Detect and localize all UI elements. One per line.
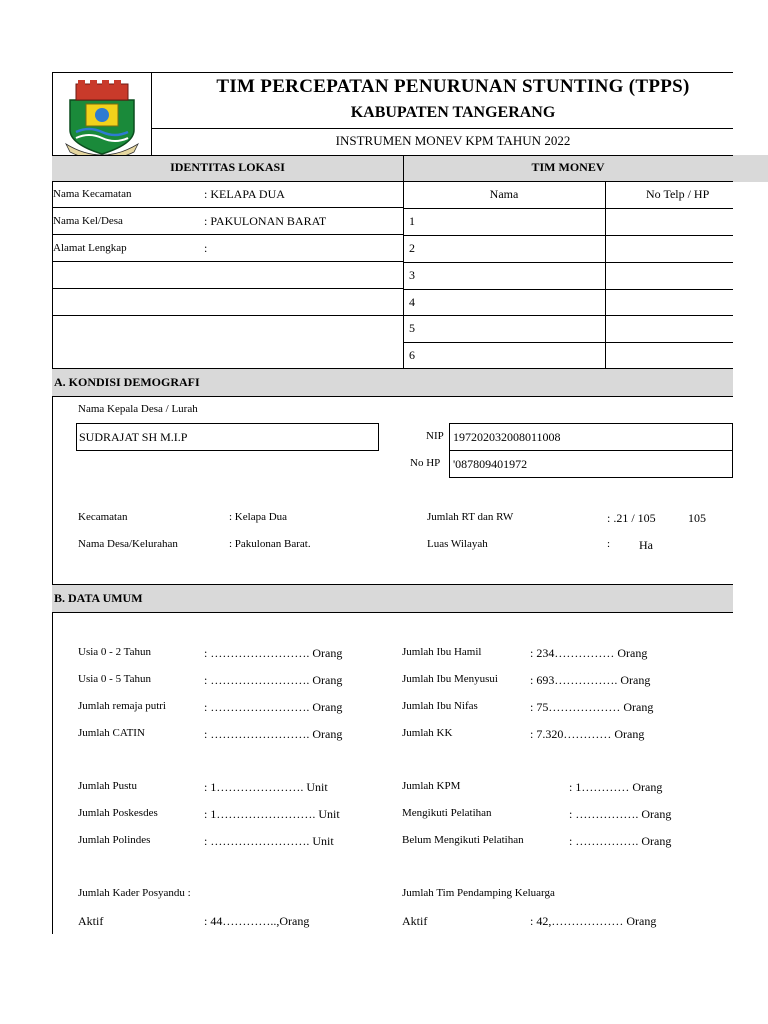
kepala-desa-value: SUDRAJAT SH M.I.P	[79, 430, 188, 444]
label-desa: Nama Kel/Desa	[53, 215, 123, 227]
value-alamat: :	[204, 241, 208, 255]
desa-label: Nama Desa/Kelurahan	[78, 538, 178, 550]
monev-row-number: 3	[409, 268, 415, 282]
remaja-putri-value: : ……………………. Orang	[204, 700, 343, 714]
mengikuti-pelatihan-label: Mengikuti Pelatihan	[402, 807, 492, 819]
kpm-label: Jumlah KPM	[402, 780, 461, 792]
aktif-kader-value: : 44…………..,Orang	[204, 914, 310, 928]
remaja-putri-label: Jumlah remaja putri	[78, 700, 166, 712]
kecamatan-value: : Kelapa Dua	[229, 511, 288, 523]
poskesdes-label: Jumlah Poskesdes	[78, 807, 158, 819]
usia-0-5-label: Usia 0 - 5 Tahun	[78, 673, 151, 685]
kabupaten-logo	[62, 78, 142, 160]
nip-label: NIP	[426, 430, 444, 442]
label-kecamatan: Nama Kecamatan	[53, 188, 132, 200]
nohp-label: No HP	[410, 457, 441, 469]
nip-value: 197202032008011008	[453, 430, 561, 444]
belum-pelatihan-label: Belum Mengikuti Pelatihan	[402, 834, 524, 846]
value-kecamatan: : KELAPA DUA	[204, 187, 285, 201]
rw-extra-value: 105	[688, 511, 706, 525]
catin-value: : ……………………. Orang	[204, 727, 343, 741]
monev-row-number: 5	[409, 321, 415, 335]
monev-row-number: 6	[409, 348, 415, 362]
aktif-tpk-value: : 42,……………… Orang	[530, 914, 657, 928]
jumlah-kk-value: : 7.320………… Orang	[530, 727, 645, 741]
kader-posyandu-label: Jumlah Kader Posyandu :	[78, 887, 191, 899]
nohp-value: '087809401972	[453, 457, 528, 471]
ibu-menyusui-value: : 693……………. Orang	[530, 673, 651, 687]
poskesdes-value: : 1……………………. Unit	[204, 807, 340, 821]
ibu-hamil-value: : 234…………… Orang	[530, 646, 648, 660]
label-alamat: Alamat Lengkap	[53, 242, 127, 254]
instrument-title: INSTRUMEN MONEV KPM TAHUN 2022	[335, 133, 571, 148]
rt-rw-value: : .21 / 105	[607, 511, 656, 525]
belum-pelatihan-value: : ……………. Orang	[569, 834, 672, 848]
aktif-kader-label: Aktif	[78, 914, 104, 928]
kecamatan-label: Kecamatan	[78, 511, 128, 523]
polindes-label: Jumlah Polindes	[78, 834, 151, 846]
ibu-nifas-value: : 75……………… Orang	[530, 700, 654, 714]
rt-rw-label: Jumlah RT dan RW	[427, 511, 514, 523]
value-desa: : PAKULONAN BARAT	[204, 214, 327, 228]
nohp-field[interactable]	[449, 450, 733, 478]
jumlah-kk-label: Jumlah KK	[402, 727, 453, 739]
section-b-heading: B. DATA UMUM	[54, 591, 143, 605]
nip-field[interactable]	[449, 423, 733, 451]
ibu-hamil-label: Jumlah Ibu Hamil	[402, 646, 482, 658]
usia-0-5-value: : ……………………. Orang	[204, 673, 343, 687]
tim-pendamping-label: Jumlah Tim Pendamping Keluarga	[402, 887, 555, 899]
aktif-tpk-label: Aktif	[402, 914, 428, 928]
desa-value: : Pakulonan Barat.	[229, 538, 311, 550]
pustu-value: : 1…………………. Unit	[204, 780, 328, 794]
monev-row-number: 1	[409, 214, 415, 228]
catin-label: Jumlah CATIN	[78, 727, 145, 739]
col-nama: Nama	[489, 187, 519, 201]
page-subtitle: KABUPATEN TANGERANG	[350, 104, 556, 121]
pustu-label: Jumlah Pustu	[78, 780, 137, 792]
kepala-desa-label: Nama Kepala Desa / Lurah	[78, 403, 198, 415]
luas-label: Luas Wilayah	[427, 538, 488, 550]
identitas-heading: IDENTITAS LOKASI	[170, 160, 285, 174]
ibu-menyusui-label: Jumlah Ibu Menyusui	[402, 673, 498, 685]
usia-0-2-value: : ……………………. Orang	[204, 646, 343, 660]
usia-0-2-label: Usia 0 - 2 Tahun	[78, 646, 151, 658]
ibu-nifas-label: Jumlah Ibu Nifas	[402, 700, 478, 712]
col-telp: No Telp / HP	[646, 187, 710, 201]
mengikuti-pelatihan-value: : ……………. Orang	[569, 807, 672, 821]
kpm-value: : 1………… Orang	[569, 780, 663, 794]
monev-row-number: 2	[409, 241, 415, 255]
monev-row-number: 4	[409, 295, 415, 309]
page-title: TIM PERCEPATAN PENURUNAN STUNTING (TPPS)	[216, 76, 690, 97]
kepala-desa-field[interactable]	[76, 423, 379, 451]
luas-unit: Ha	[639, 538, 653, 552]
tim-monev-heading: TIM MONEV	[531, 160, 605, 174]
section-a-heading: A. KONDISI DEMOGRAFI	[54, 375, 200, 389]
luas-colon: :	[607, 538, 611, 550]
polindes-value: : ……………………. Unit	[204, 834, 334, 848]
